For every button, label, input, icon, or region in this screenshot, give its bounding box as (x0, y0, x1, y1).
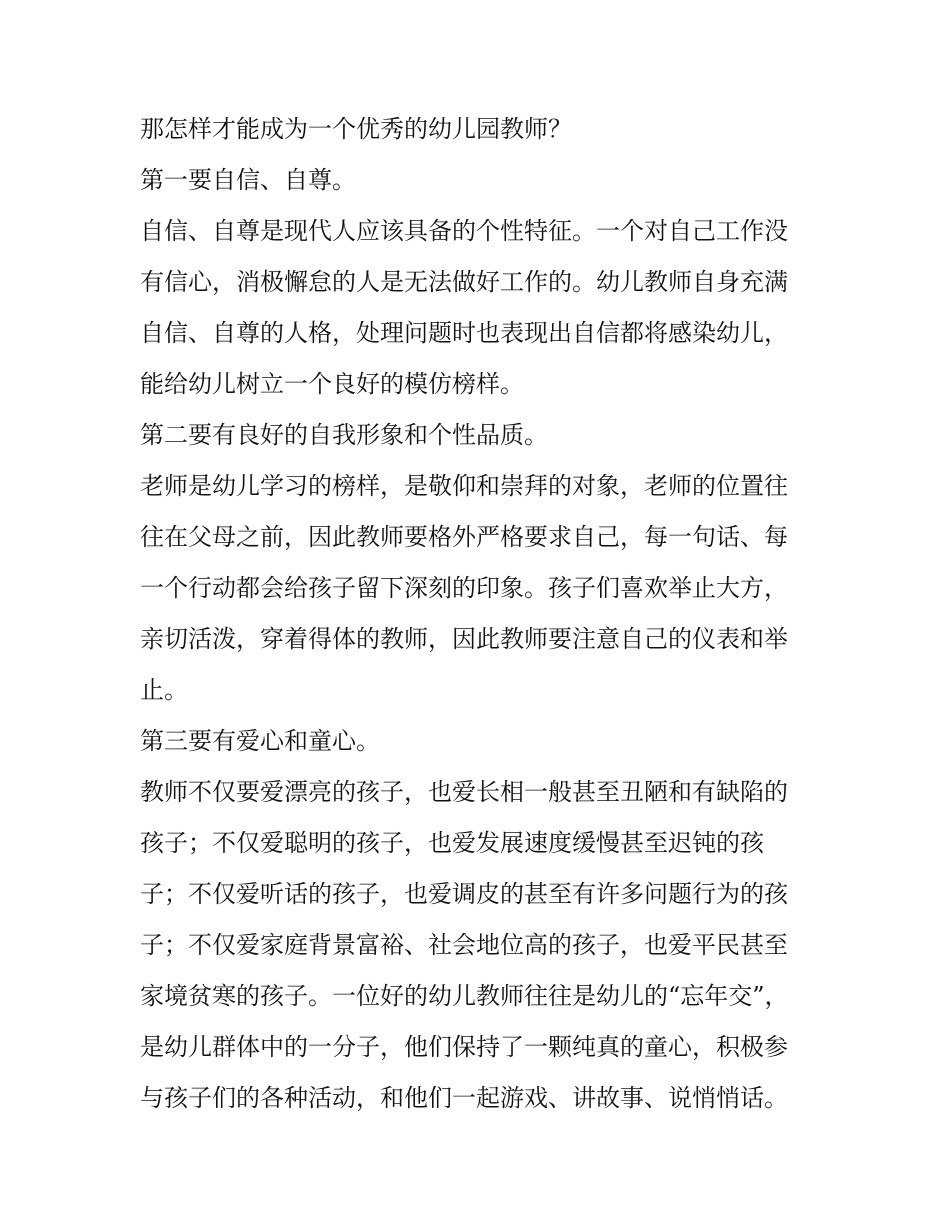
paragraph-line: 与孩子们的各种活动，和他们一起游戏、讲故事、说悄悄话。 (140, 1084, 788, 1112)
paragraph-line: 亲切活泼，穿着得体的教师，因此教师要注意自己的仪表和举 (140, 625, 788, 653)
paragraph-line: 止。 (140, 676, 188, 704)
paragraph-line: 孩子；不仅爱聪明的孩子，也爱发展速度缓慢甚至迟钝的孩 (140, 829, 764, 857)
point-one-heading: 第一要自信、自尊。 (140, 166, 356, 194)
paragraph-line: 子；不仅爱听话的孩子，也爱调皮的甚至有许多问题行为的孩 (140, 880, 788, 908)
paragraph-line: 自信、自尊的人格，处理问题时也表现出自信都将感染幼儿， (140, 319, 788, 347)
paragraph-line: 家境贫寒的孩子。一位好的幼儿教师往往是幼儿的“忘年交”， (140, 982, 789, 1010)
paragraph-line: 一个行动都会给孩子留下深刻的印象。孩子们喜欢举止大方， (140, 574, 788, 602)
paragraph-line: 老师是幼儿学习的榜样，是敬仰和崇拜的对象，老师的位置往 (140, 472, 788, 500)
paragraph-line: 子；不仅爱家庭背景富裕、社会地位高的孩子，也爱平民甚至 (140, 931, 788, 959)
paragraph-line: 能给幼儿树立一个良好的模仿榜样。 (140, 370, 524, 398)
paragraph-line: 是幼儿群体中的一分子，他们保持了一颗纯真的童心，积极参 (140, 1033, 788, 1061)
paragraph-line: 自信、自尊是现代人应该具备的个性特征。一个对自己工作没 (140, 217, 788, 245)
paragraph-line: 有信心，消极懈怠的人是无法做好工作的。幼儿教师自身充满 (140, 268, 788, 296)
paragraph-line: 教师不仅要爱漂亮的孩子，也爱长相一般甚至丑陋和有缺陷的 (140, 778, 788, 806)
question-heading: 那怎样才能成为一个优秀的幼儿园教师？ (140, 115, 572, 143)
point-two-heading: 第二要有良好的自我形象和个性品质。 (140, 421, 548, 449)
paragraph-line: 往在父母之前，因此教师要格外严格要求自己，每一句话、每 (140, 523, 788, 551)
point-three-heading: 第三要有爱心和童心。 (140, 727, 380, 755)
